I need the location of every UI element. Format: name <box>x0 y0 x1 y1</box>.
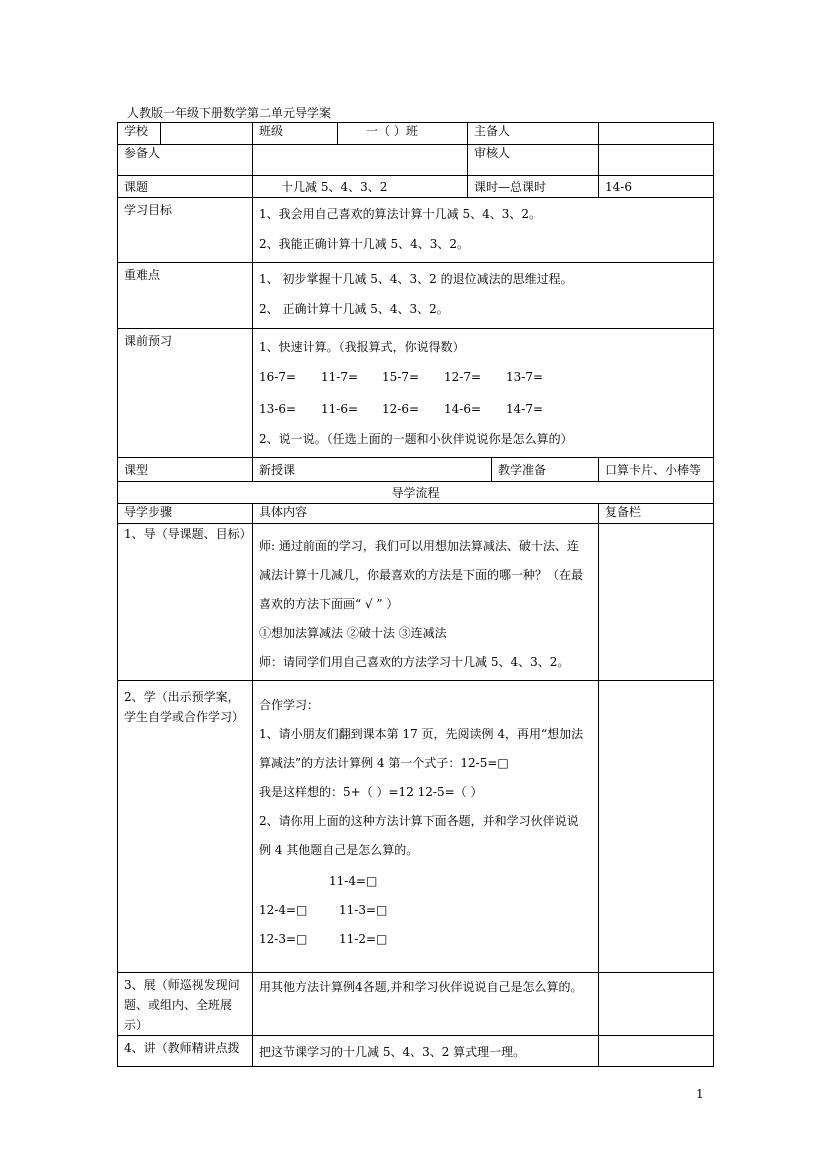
calc-item: 13-6= <box>259 402 297 416</box>
reviewer-value <box>599 145 714 176</box>
preview-row-2 <box>259 401 707 417</box>
calc-item: 14-7= <box>506 402 544 416</box>
preview-label: 课前预习 <box>118 329 253 458</box>
step1-notes <box>599 524 714 681</box>
step3-notes <box>599 973 714 1036</box>
step3-row <box>118 973 714 1036</box>
calc-item: 12-6= <box>382 402 420 416</box>
preview-outro: 2、说一说。（任选上面的一题和小伙伴说说你是怎么算的） <box>259 432 573 446</box>
step1-line: 喜欢的方法下面画“ √ ” ） <box>259 597 399 611</box>
step4-row <box>118 1036 714 1067</box>
reviewer-label: 审核人 <box>468 145 599 176</box>
step2-label: 2、学（出示预学案，学生自学或合作学习） <box>118 681 253 973</box>
header-row-3 <box>118 176 714 198</box>
step4-notes <box>599 1036 714 1067</box>
header-row-1 <box>118 123 714 145</box>
flow-title: 导学流程 <box>118 482 714 504</box>
goal-item: 2、我能正确计算十几减 5、4、3、2。 <box>259 237 469 251</box>
goals-row <box>118 198 714 263</box>
calc-item: 12-7= <box>444 370 482 384</box>
participants-value <box>253 145 468 176</box>
step2-row <box>118 681 714 973</box>
prep-value: 口算卡片、小棒等 <box>599 458 714 482</box>
lesson-type-value: 新授课 <box>253 458 492 482</box>
class-value: 一（ ）班 <box>338 123 468 145</box>
step1-line: ①想加法算减法 ②破十法 ③连减法 <box>259 626 447 640</box>
lesson-type-label: 课型 <box>118 458 253 482</box>
step2-line: 2、请你用上面的这种方法计算下面各题，并和学习伙伴说说 <box>259 814 579 828</box>
exercise-item: 11-4=□ <box>329 874 378 888</box>
goal-item: 1、我会用自己喜欢的算法计算十几减 5、4、3、2。 <box>259 207 541 221</box>
period-value: 14-6 <box>599 176 714 198</box>
calc-item: 15-7= <box>382 370 420 384</box>
calc-item: 11-6= <box>321 402 359 416</box>
preview-row <box>118 329 714 458</box>
class-label: 班级 <box>253 123 338 145</box>
difficulty-item: 1、 初步掌握十几减 5、4、3、2 的退位减法的思维过程。 <box>259 272 573 286</box>
school-label: 学校 <box>118 123 161 145</box>
document-title: 人教版一年级下册数学第二单元导学案 <box>127 106 332 120</box>
participants-label: 参备人 <box>118 145 253 176</box>
lead-value <box>599 123 714 145</box>
lesson-type-row <box>118 458 714 482</box>
step2-line: 例 4 其他题自己是怎么算的。 <box>259 843 419 857</box>
goals-label: 学习目标 <box>118 198 253 263</box>
step4-content: 把这节课学习的十几减 5、4、3、2 算式理一理。 <box>253 1036 599 1067</box>
difficulty-row <box>118 263 714 329</box>
exercise-item: 11-3=□ <box>339 903 388 917</box>
topic-label: 课题 <box>118 176 253 198</box>
step2-line: 算减法”的方法计算例 4 第一个式子：12-5=□ <box>259 756 509 770</box>
topic-value: 十几减 5、4、3、2 <box>253 176 468 198</box>
step1-line: 减法计算十几减几，你最喜欢的方法是下面的哪一种？（在最 <box>259 568 584 582</box>
prep-label: 教学准备 <box>492 458 599 482</box>
step2-line: 1、请小朋友们翻到课本第 17 页，先阅读例 4，再用“想加法 <box>259 727 584 741</box>
calc-item: 16-7= <box>259 370 297 384</box>
step4-label: 4、讲（教师精讲点拨 <box>118 1036 253 1067</box>
step3-label: 3、展（师巡视发现问题、或组内、全班展示） <box>118 973 253 1036</box>
exercise-item: 12-4=□ <box>259 903 308 917</box>
calc-item: 13-7= <box>506 370 544 384</box>
page-number: 1 <box>696 1087 704 1101</box>
difficulty-label: 重难点 <box>118 263 253 329</box>
col-notes-header: 复备栏 <box>599 504 714 524</box>
difficulty-item: 2、 正确计算十几减 5、4、3、2。 <box>259 302 449 316</box>
col-step-header: 导学步骤 <box>118 504 253 524</box>
step1-line: 师: 通过前面的学习，我们可以用想加法算减法、破十法、连 <box>259 539 579 553</box>
calc-item: 11-7= <box>321 370 359 384</box>
col-content-header: 具体内容 <box>253 504 599 524</box>
step3-content: 用其他方法计算例4各题,并和学习伙伴说说自己是怎么算的。 <box>253 973 599 1036</box>
preview-row-1 <box>259 369 707 385</box>
preview-intro: 1、快速计算。（我报算式，你说得数） <box>259 340 465 354</box>
step2-notes <box>599 681 714 973</box>
calc-item: 14-6= <box>444 402 482 416</box>
step2-line: 我是这样想的：5+（ ）=12 12-5=（ ） <box>259 785 483 799</box>
exercise-item: 12-3=□ <box>259 932 308 946</box>
flow-title-row <box>118 482 714 504</box>
period-label: 课时—总课时 <box>468 176 599 198</box>
flow-header-row <box>118 504 714 524</box>
step1-label: 1、导（导课题、目标） <box>118 524 253 681</box>
school-value <box>161 123 253 145</box>
exercise-item: 11-2=□ <box>339 932 388 946</box>
lead-label: 主备人 <box>468 123 599 145</box>
header-row-2 <box>118 145 714 176</box>
lesson-plan-table <box>117 122 714 1067</box>
step1-line: 师：请同学们用自己喜欢的方法学习十几减 5、4、3、2。 <box>259 655 570 669</box>
step1-row <box>118 524 714 681</box>
step2-line: 合作学习： <box>259 698 320 712</box>
